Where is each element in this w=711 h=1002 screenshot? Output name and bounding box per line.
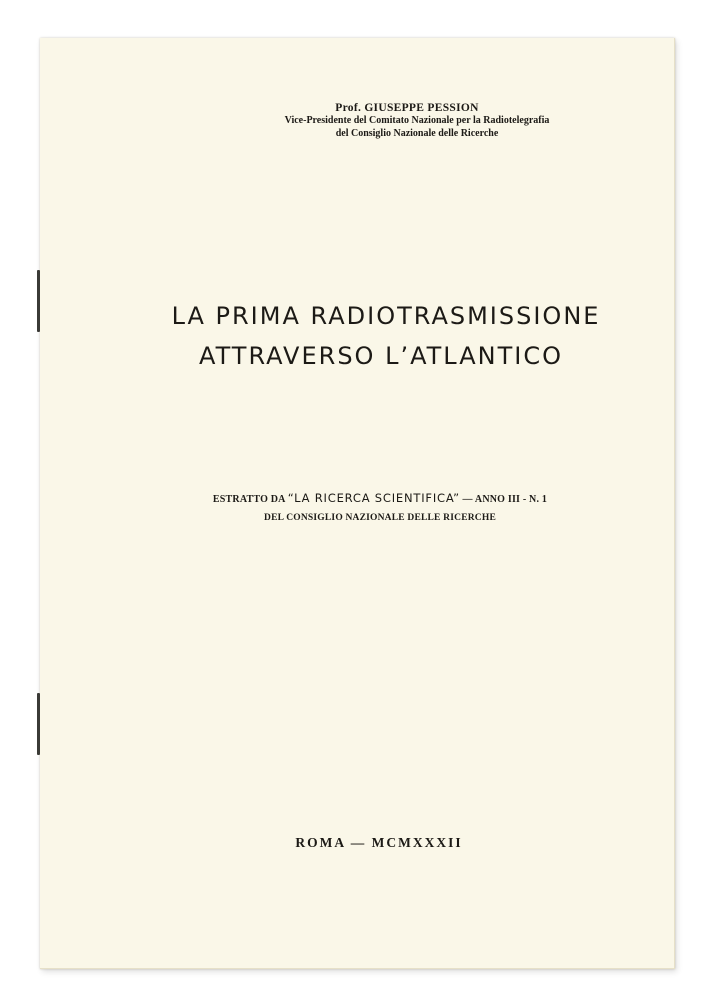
- extract-line: DEL CONSIGLIO NAZIONALE DELLE RICERCHE: [264, 513, 496, 523]
- extract-line: [86, 490, 674, 508]
- author-role-line: Vice-Presidente del Comitato Nazionale per la Radiotelegrafia: [284, 115, 550, 126]
- staple: [37, 693, 40, 755]
- title-line: LA PRIMA RADIOTRASMISSIONE: [171, 302, 601, 330]
- document-title: [40, 296, 674, 376]
- extract-prefix: ESTRATTO DA: [212, 494, 288, 505]
- author-name: Prof. GIUSEPPE PESSION: [335, 102, 479, 114]
- place-date: ROMA — MCMXXXII: [295, 835, 463, 850]
- author-role-line: del Consiglio Nazionale delle Ricerche: [335, 128, 499, 139]
- imprint: [40, 835, 674, 851]
- title-line: ATTRAVERSO L’ATLANTICO: [199, 342, 563, 370]
- document-page: [40, 38, 675, 969]
- author-block: [40, 102, 674, 140]
- extract-note: [40, 490, 674, 528]
- issue-number: — ANNO III - N. 1: [459, 494, 548, 505]
- journal-name: “LA RICERCA SCIENTIFICA”: [287, 491, 460, 505]
